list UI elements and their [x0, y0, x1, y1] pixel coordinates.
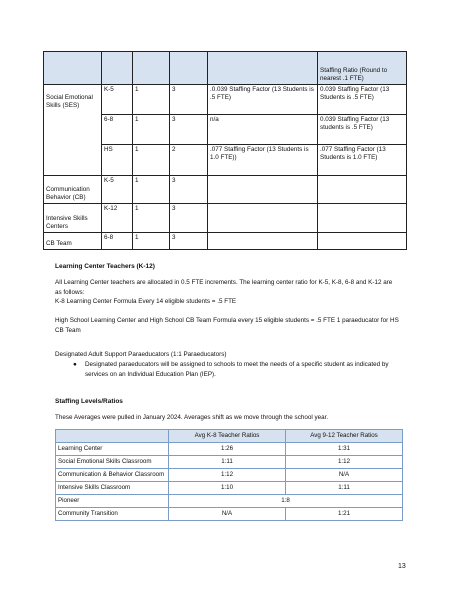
factor-cell: n/a — [208, 115, 318, 145]
table-row — [56, 443, 403, 456]
table-row — [56, 495, 403, 508]
table-row — [56, 456, 403, 469]
table-header-row — [56, 430, 403, 443]
ratio-cell: 0.039 Staffing Factor (13 Students is .5 FTE) — [318, 85, 407, 115]
912-ratio-cell: N/A — [286, 469, 403, 482]
grade-cell: K-5 — [102, 85, 133, 115]
grade-cell: 6-8 — [102, 233, 133, 250]
staffing-levels-note: These Averages were pulled in January 2024. Averages shift as we move through the school year. — [55, 414, 329, 421]
table-row — [56, 469, 403, 482]
row-label: Social Emotional Skills Classroom — [56, 456, 169, 469]
row-label: Intensive Skills Classroom — [56, 482, 169, 495]
staffing-factor-table — [43, 51, 407, 250]
912-ratio-cell: 1:12 — [286, 456, 403, 469]
row-label: Learning Center — [56, 443, 169, 456]
grade-cell: 6-8 — [102, 115, 133, 145]
hs-formula-text: High School Learning Center and High School CB Team Formula every 15 eligible students = .5 FTE 1 paraeducator for HS CB Team — [55, 317, 399, 334]
staffing-levels-heading: Staffing Levels/Ratios — [55, 398, 123, 405]
ratio-cell: 0.039 Staffing Factor (13 students is .5 FTE) — [318, 115, 407, 145]
factor-cell: .0.039 Staffing Factor (13 Students is .5 FTE) — [208, 85, 318, 115]
row-label: Communication & Behavior Classroom — [56, 469, 169, 482]
table-row — [44, 204, 407, 233]
program-isc: Intensive Skills Centers — [44, 204, 102, 233]
value-cell: 1 — [133, 145, 170, 176]
k8-ratio-cell: 1:10 — [169, 482, 286, 495]
page-number: 13 — [398, 563, 406, 570]
ratio-cell: .077 Staffing Factor (13 Students is 1.0 FTE) — [318, 145, 407, 176]
program-cb-team: CB Team — [44, 233, 102, 250]
row-label: Pioneer — [56, 495, 169, 508]
value-cell: 2 — [170, 145, 208, 176]
factor-cell: .077 Staffing Factor (13 Students is 1.0 FTE)) — [208, 145, 318, 176]
bullet-icon: ● — [73, 361, 77, 368]
header-staffing-ratio: Staffing Ratio (Round to nearest .1 FTE) — [318, 52, 407, 85]
table-row — [44, 176, 407, 204]
k8-formula-text: K-8 Learning Center Formula Every 14 eligible students = .5 FTE — [55, 298, 237, 305]
table-row — [44, 85, 407, 115]
learning-center-paragraph: All Learning Center teachers are allocated in 0.5 FTE increments. The learning center ratio for K-5, K-8, 6-8 and K-12 are as follows: — [55, 279, 393, 296]
table-row — [56, 482, 403, 495]
value-cell: 1 — [133, 233, 170, 250]
value-cell: 3 — [170, 85, 208, 115]
header-912-ratios: Avg 9-12 Teacher Ratios — [286, 430, 403, 443]
header-k8-ratios: Avg K-8 Teacher Ratios — [169, 430, 286, 443]
row-label: Community Transition — [56, 508, 169, 521]
program-cb: Communication Behavior (CB) — [44, 176, 102, 204]
value-cell: 3 — [170, 233, 208, 250]
adult-support-text: Designated Adult Support Paraeducators (1:1 Paraeducators) — [55, 351, 227, 358]
table-row — [44, 233, 407, 250]
k8-ratio-cell: 1:11 — [169, 456, 286, 469]
table-header-row — [44, 52, 407, 85]
grade-cell: K-12 — [102, 204, 133, 233]
value-cell: 1 — [133, 115, 170, 145]
k8-ratio-cell: 1:12 — [169, 469, 286, 482]
k8-ratio-cell: 1:26 — [169, 443, 286, 456]
912-ratio-cell: 1:11 — [286, 482, 403, 495]
table-row — [56, 508, 403, 521]
program-ses: Social Emotional Skills (SES) — [44, 85, 102, 176]
912-ratio-cell: 1:21 — [286, 508, 403, 521]
bullet-text: Designated paraeducators will be assigned to schools to meet the needs of a specific student as indicated by services on an Individual Education Plan (IEP). — [85, 361, 389, 378]
grade-cell: K-5 — [102, 176, 133, 204]
value-cell: 1 — [133, 176, 170, 204]
value-cell: 1 — [133, 85, 170, 115]
learning-center-heading: Learning Center Teachers (K-12) — [55, 263, 155, 270]
value-cell: 3 — [170, 115, 208, 145]
value-cell: 3 — [170, 176, 208, 204]
value-cell: 1 — [133, 204, 170, 233]
912-ratio-cell: 1:31 — [286, 443, 403, 456]
bullet-list-item — [73, 360, 413, 382]
grade-cell: HS — [102, 145, 133, 176]
value-cell: 3 — [170, 204, 208, 233]
pioneer-ratio-cell: 1:8 — [169, 495, 403, 508]
k8-ratio-cell: N/A — [169, 508, 286, 521]
staffing-ratios-table — [55, 429, 403, 521]
